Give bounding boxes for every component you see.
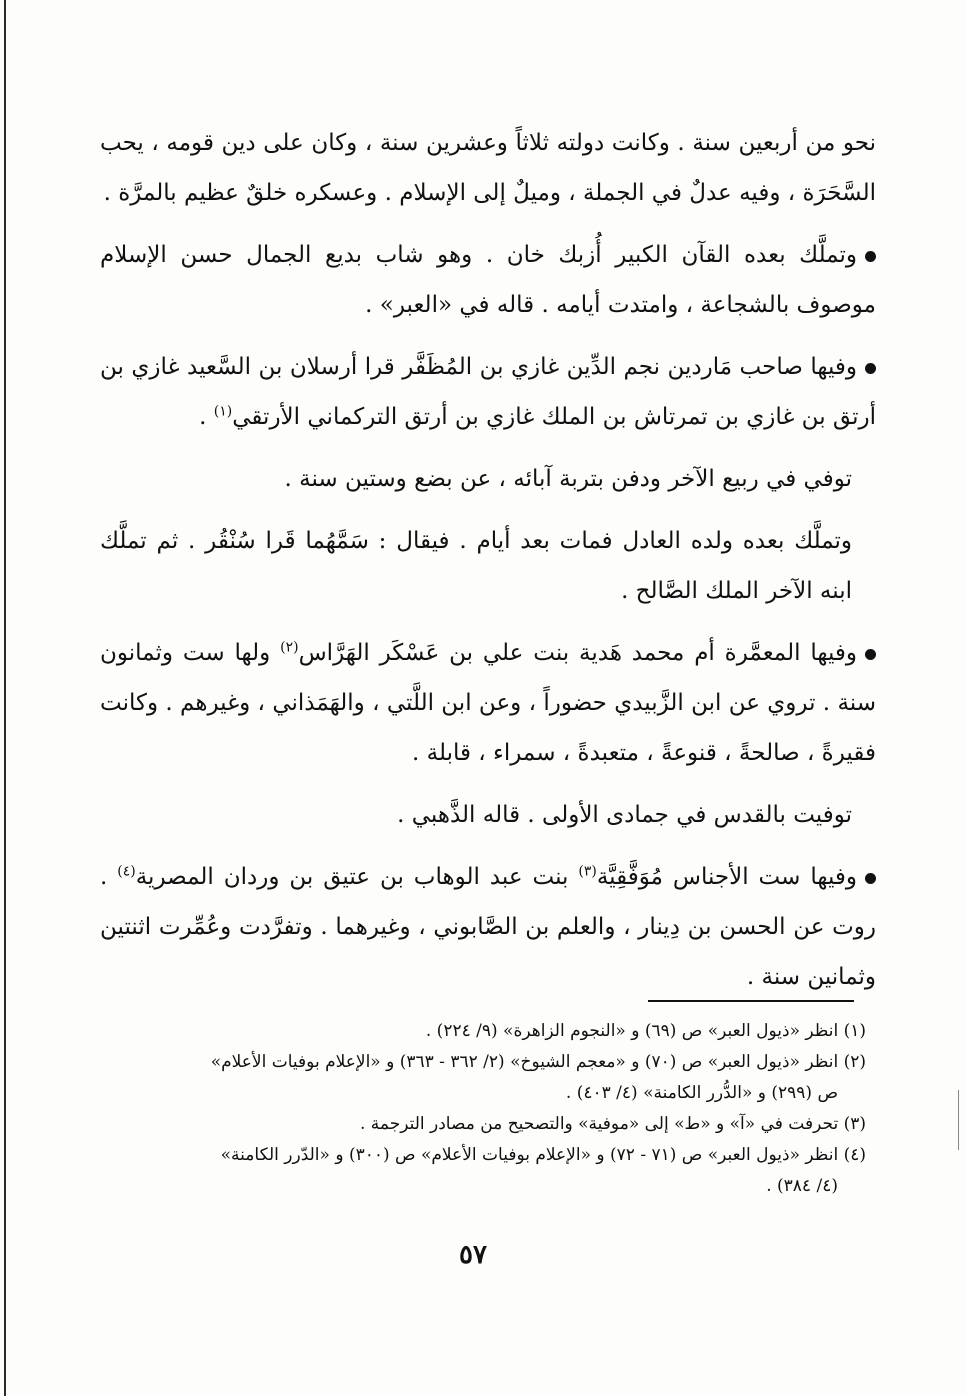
paragraph-6-text: وفيها المعمَّرة أم محمد هَدية بنت علي بن عَسْكَر الهَرَّاس xyxy=(298,640,858,666)
bullet-icon xyxy=(865,873,876,884)
footnote-3-text: (٣) تحرفت في «آ» و «ط» إلى «موفية» والتصحيح من مصادر الترجمة . xyxy=(359,1114,866,1134)
paragraph-4 xyxy=(100,454,876,504)
paragraph-3-text: وفيها صاحب مَاردين نجم الدِّين غازي بن المُظَفَّر قرا أرسلان بن السَّعيد غازي بن أرتق بن غازي بن تمرتاش بن الملك غازي بن أرتق التركماني الأرتقي xyxy=(100,354,876,430)
footnote-ref-4: (٤) xyxy=(117,863,136,880)
paragraph-1-text: نحو من أربعين سنة . وكانت دولته ثلاثاً وعشرين سنة ، وكان على دين قومه ، يحب السَّحَرَة ، وفيه عدلٌ في الجملة ، وميلٌ إلى الإسلام . وعسكره خلقٌ عظيم بالمرَّة . xyxy=(100,130,876,206)
paragraph-6 xyxy=(100,628,876,778)
footnote-1-text: (١) انظر «ذيول العبر» ص (٦٩) و «النجوم الزاهرة» (٩/ ٢٢٤) . xyxy=(425,1021,866,1041)
footnotes xyxy=(96,1016,866,1202)
bullet-icon xyxy=(865,251,876,262)
paragraph-3 xyxy=(100,342,876,442)
footnote-4-text: (٤) انظر «ذيول العبر» ص (٧١ - ٧٢) و «الإعلام بوفيات الأعلام» ص (٣٠٠) و «الدّرر الكامنة» xyxy=(220,1145,866,1165)
paragraph-8-end: . روت عن الحسن بن دِينار ، والعلم بن الصَّابوني ، وغيرهما . وتفرَّدت وعُمِّرت اثنتين وثمانين سنة . xyxy=(100,864,876,990)
footnote-1 xyxy=(96,1016,866,1047)
bullet-icon xyxy=(865,363,876,374)
footnote-2-continuation xyxy=(96,1078,866,1109)
footnote-4-continuation xyxy=(96,1171,866,1202)
footnote-ref-2: (٢) xyxy=(280,639,299,656)
paragraph-1 xyxy=(100,118,876,218)
footnote-4 xyxy=(96,1140,866,1171)
bullet-icon xyxy=(865,649,876,660)
footnote-ref-3: (٣) xyxy=(578,863,597,880)
paragraph-5 xyxy=(100,516,876,616)
footnote-ref-1: (١) xyxy=(213,403,233,420)
page-edge-line xyxy=(4,0,6,1396)
footnote-2-text-cont: ص (٢٩٩) و «الدُّرر الكامنة» (٤/ ٤٠٣) . xyxy=(565,1083,838,1103)
paragraph-2 xyxy=(100,230,876,330)
paragraph-8-middle: بنت عبد الوهاب بن عتيق بن وردان المصرية xyxy=(135,864,579,890)
footnote-4-text-cont: (٤/ ٣٨٤) . xyxy=(766,1176,838,1196)
paragraph-7-text: توفيت بالقدس في جمادى الأولى . قاله الذَّهبي . xyxy=(397,802,852,828)
paragraph-7 xyxy=(100,790,876,840)
footnote-separator xyxy=(648,1000,854,1002)
scan-edge-mark xyxy=(958,1090,959,1150)
paragraph-8-text: وفيها ست الأجناس مُوَفَّقِيَّة xyxy=(596,864,857,890)
paragraph-2-text: وتملَّك بعده القآن الكبير أُزبك خان . وهو شاب بديع الجمال حسن الإسلام موصوف بالشجاعة ، وامتدت أيامه . قاله في «العبر» . xyxy=(100,242,876,318)
paragraph-4-text: توفي في ربيع الآخر ودفن بتربة آبائه ، عن بضع وستين سنة . xyxy=(284,466,852,492)
paragraph-5-text: وتملَّك بعده ولده العادل فمات بعد أيام . فيقال : سَمَّهُما قَرا سُنْقُر . ثم تملَّك ابنه الآخر الملك الصَّالح . xyxy=(100,528,852,604)
main-text xyxy=(100,118,876,1014)
footnote-2-text: (٢) انظر «ذيول العبر» ص (٧٠) و «معجم الشيوخ» (٢/ ٣٦٢ - ٣٦٣) و «الإعلام بوفيات الأعلام» xyxy=(210,1052,866,1072)
paragraph-6-end: ولها ست وثمانون سنة . تروي عن ابن الزَّبيدي حضوراً ، وعن ابن اللَّتي ، والهَمَذاني ، وغيرهم . وكانت فقيرةً ، صالحةً ، قنوعةً ، متعبدةً ، سمراء ، قابلة . xyxy=(100,640,876,766)
footnote-3 xyxy=(96,1109,866,1140)
paragraph-8 xyxy=(100,852,876,1002)
footnote-2 xyxy=(96,1047,866,1078)
page-number: ٥٧ xyxy=(459,1240,487,1270)
paragraph-3-end: . xyxy=(199,404,214,430)
